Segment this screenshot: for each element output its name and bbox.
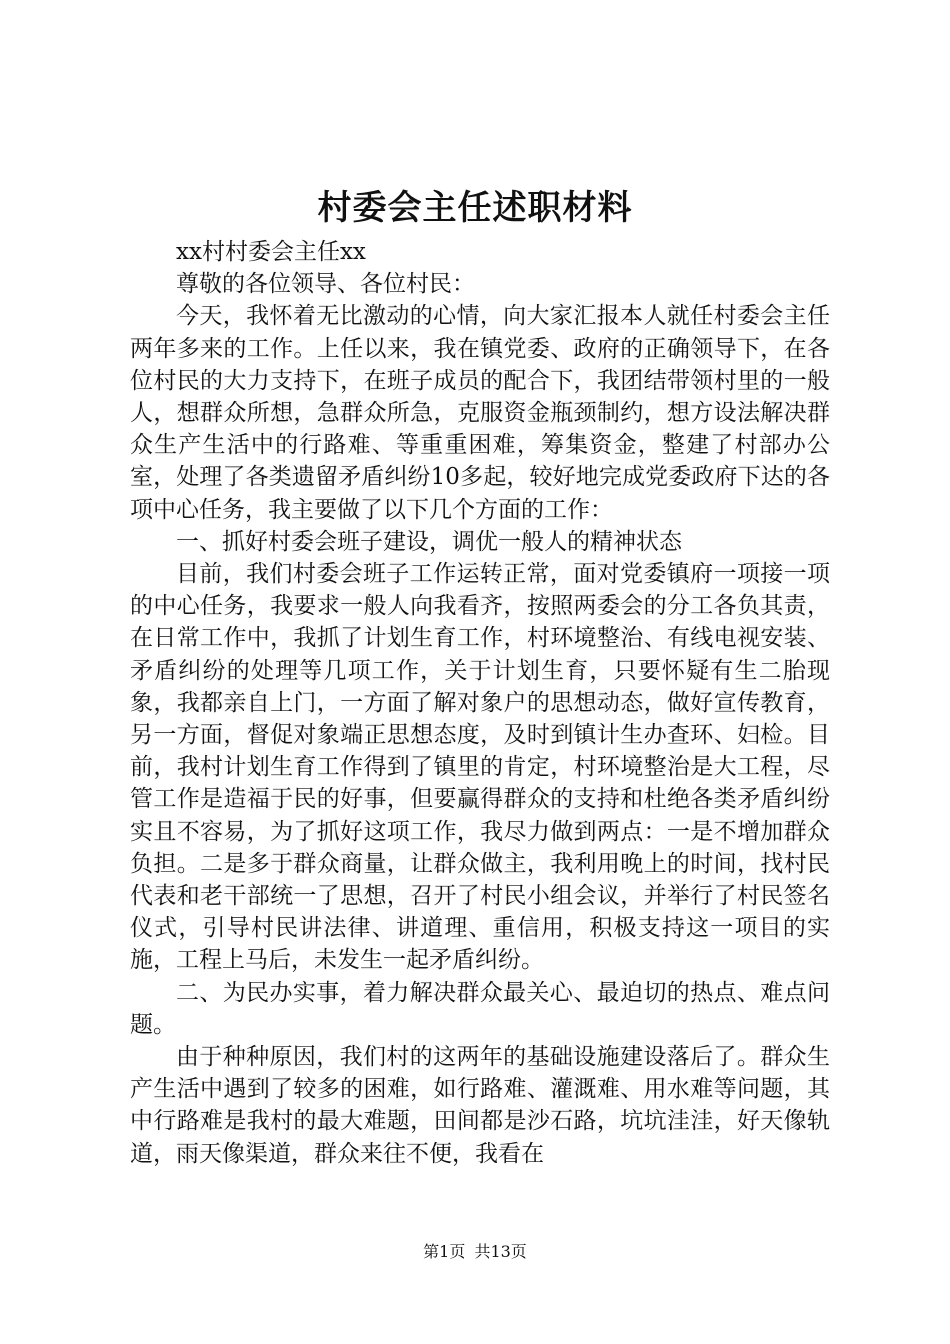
- document-body: [130, 236, 830, 1170]
- page-number-footer: 第1页 共13页: [423, 1242, 527, 1261]
- section-heading-2: 二、为民办实事，着力解决群众最关心、最迫切的热点、难点问题。: [130, 979, 830, 1038]
- section-1-paragraph: 目前，我们村委会班子工作运转正常，面对党委镇府一项接一项的中心任务，我要求一般人向我看齐，按照两委会的分工各负其责，在日常工作中，我抓了计划生育工作，村环境整治、有线电视安装、矛盾纠纷的处理等几项工作，关于计划生育，只要怀疑有生二胎现象，我都亲自上门，一方面了解对象户的思想动态，做好宣传教育，另一方面，督促对象端正思想态度，及时到镇计生办查环、妇检。目前，我村计划生育工作得到了镇里的肯定，村环境整治是大工程，尽管工作是造福于民的好事，但要赢得群众的支持和杜绝各类矛盾纠纷实且不容易，为了抓好这项工作，我尽力做到两点：一是不增加群众负担。二是多于群众商量，让群众做主，我利用晚上的时间，找村民代表和老干部统一了思想，召开了村民小组会议，并举行了村民签名仪式，引导村民讲法律、讲道理、重信用，积极支持这一项目的实施，工程上马后，未发生一起矛盾纠纷。: [130, 561, 830, 974]
- document-title: 村委会主任述职材料: [317, 188, 633, 228]
- intro-paragraph: 今天，我怀着无比激动的心情，向大家汇报本人就任村委会主任两年多来的工作。上任以来，我在镇党委、政府的正确领导下，在各位村民的大力支持下，在班子成员的配合下，我团结带领村里的一般人，想群众所想，急群众所急，克服资金瓶颈制约，想方设法解决群众生产生活中的行路难、等重重困难，筹集资金，整建了村部办公室，处理了各类遗留矛盾纠纷10多起，较好地完成党委政府下达的各项中心任务，我主要做了以下几个方面的工作：: [130, 303, 830, 523]
- author-line: xx村村委会主任xx: [176, 239, 366, 265]
- section-heading-1: 一、抓好村委会班子建设，调优一般人的精神状态: [176, 528, 682, 555]
- salutation: 尊敬的各位领导、各位村民：: [176, 271, 475, 298]
- section-2-paragraph: 由于种种原因，我们村的这两年的基础设施建设落后了。群众生产生活中遇到了较多的困难，如行路难、灌溉难、用水难等问题，其中行路难是我村的最大难题，田间都是沙石路，坑坑洼洼，好天像轨道，雨天像渠道，群众来往不便，我看在: [130, 1044, 830, 1167]
